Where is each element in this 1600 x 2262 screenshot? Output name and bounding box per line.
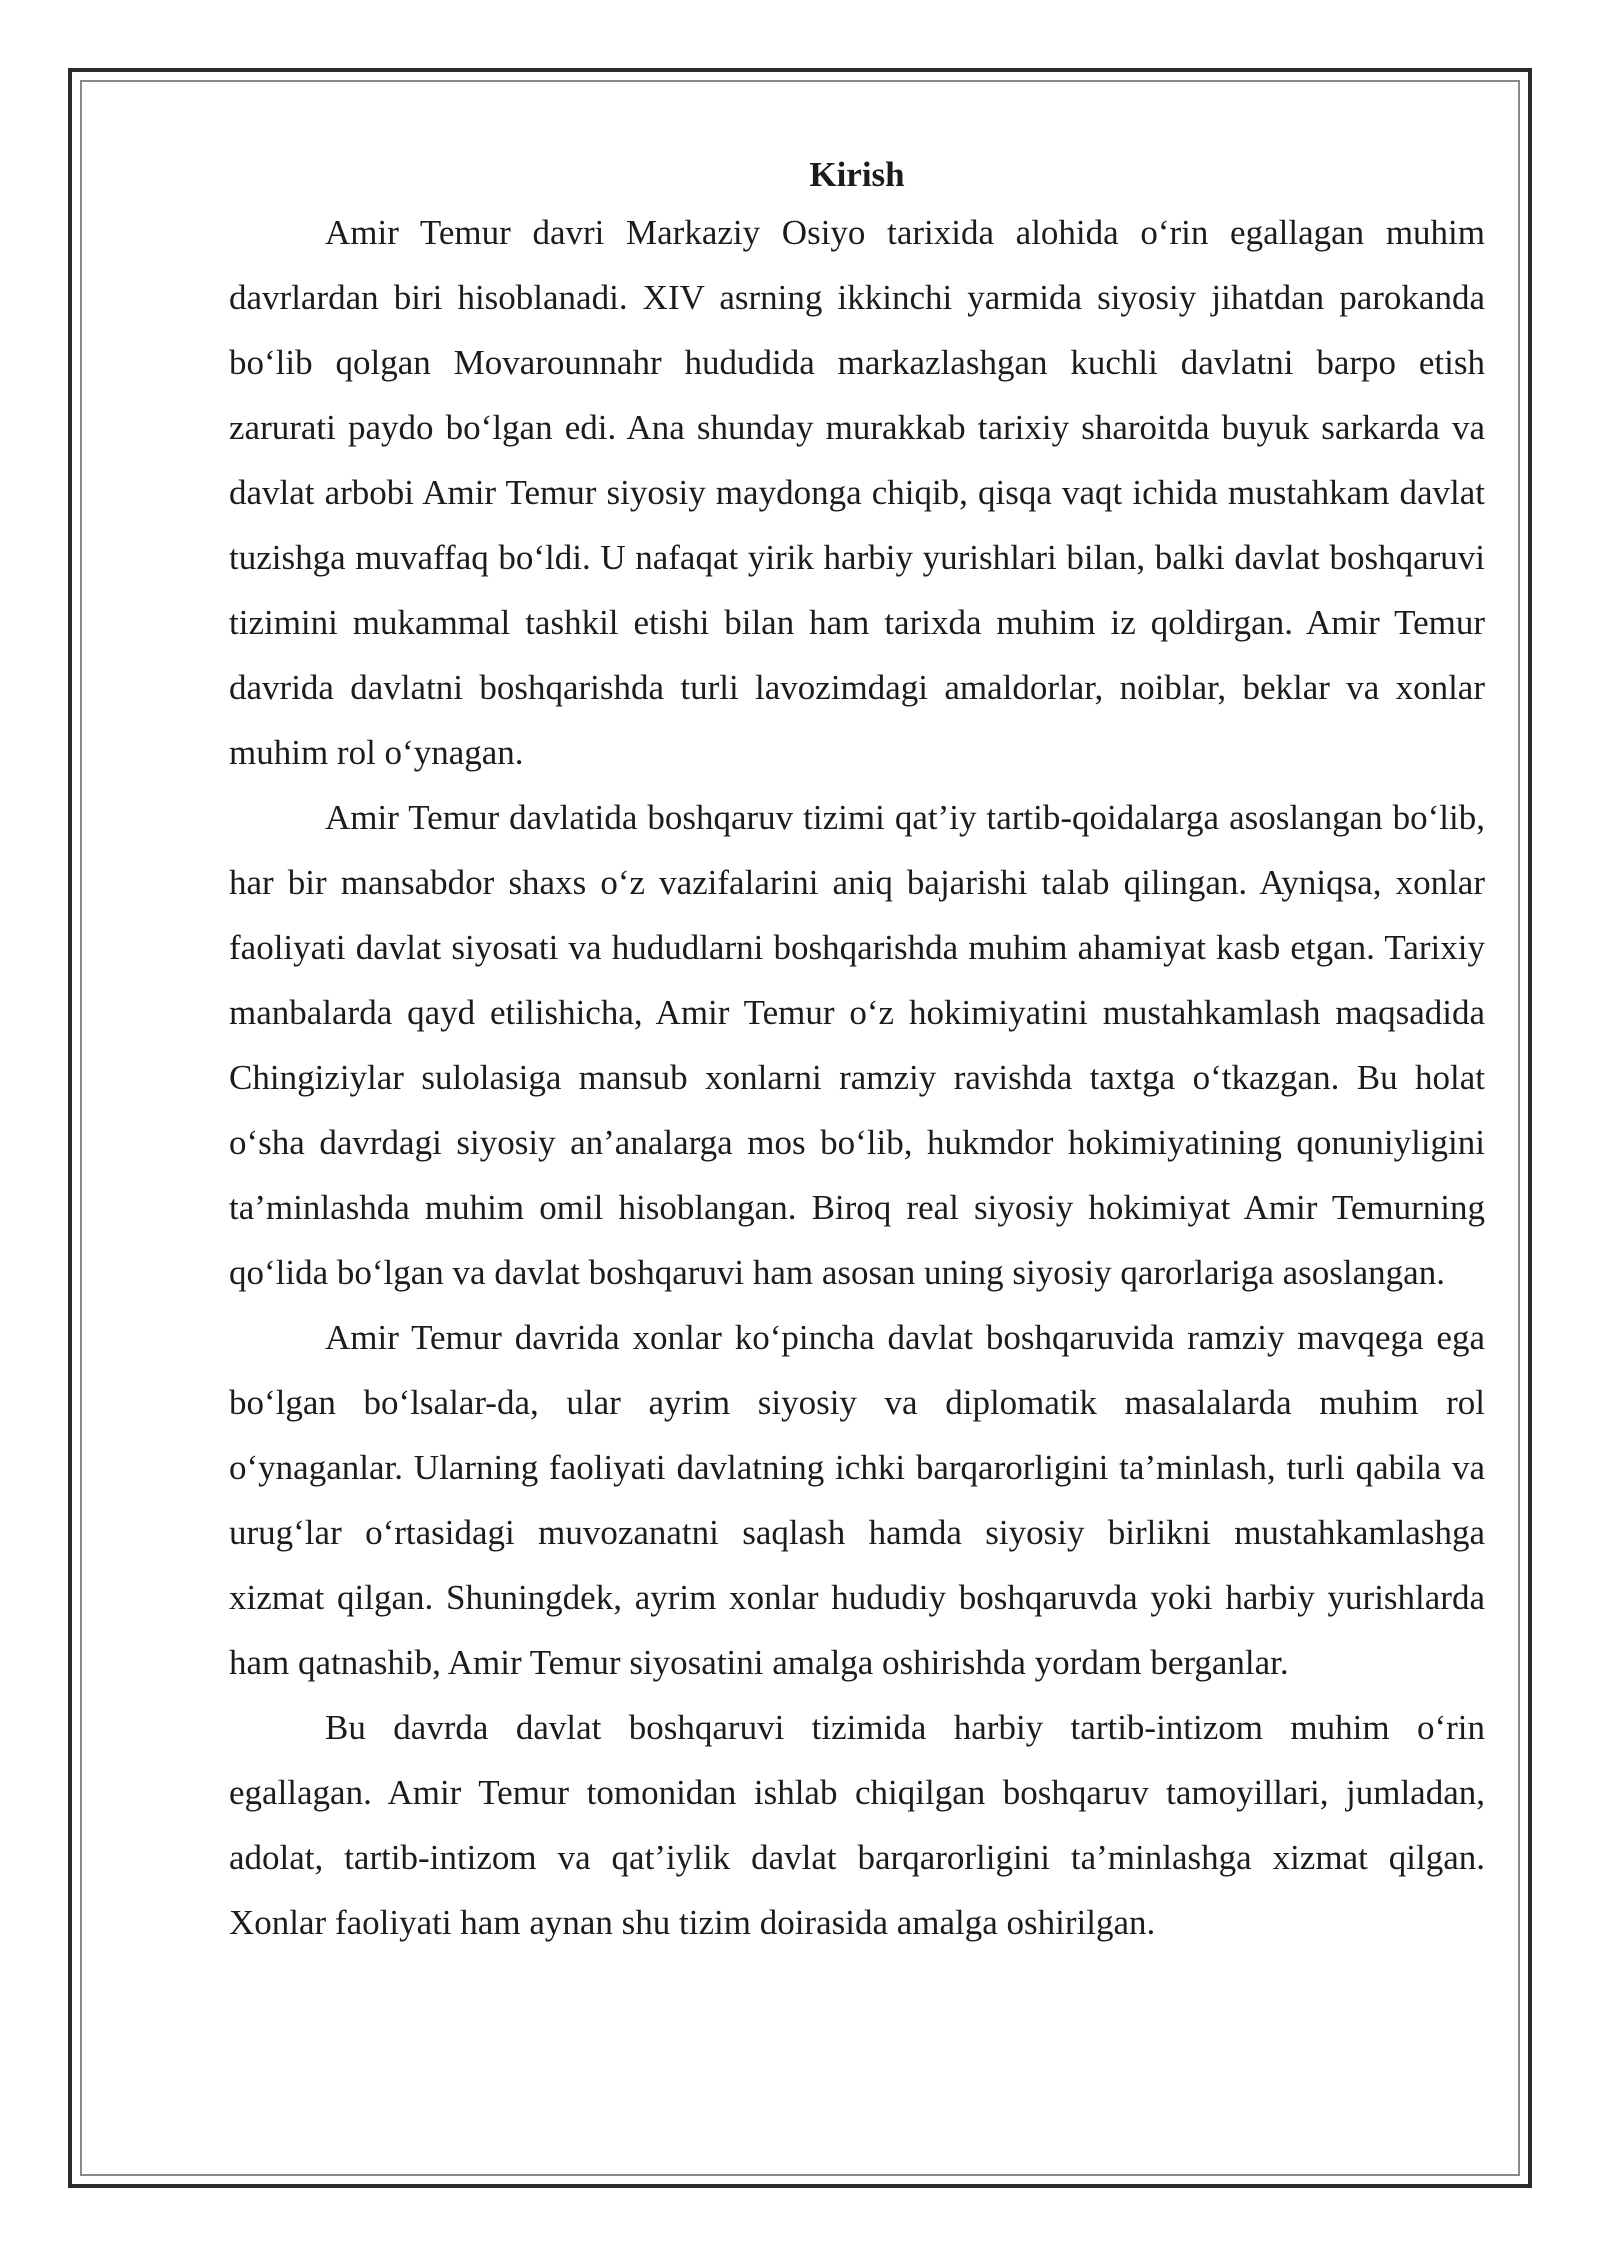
document-title: Kirish [809,155,905,194]
paragraph-2: Amir Temur davlatida boshqaruv tizimi qat’iy tartib-qoidalarga asoslangan bo‘lib, har bir mansabdor shaxs o‘z vazifalarini aniq bajarishi talab qilingan. Ayniqsa, xonlar faoliyati davlat siyosati va hududlarni boshqarishda muhim ahamiyat kasb etgan. Tarixiy manbalarda qayd etilishicha, Amir Temur o‘z hokimiyatini mustahkamlash maqsadida Chingiziylar sulolasiga mansub xonlarni ramziy ravishda taxtga o‘tkazgan. Bu holat o‘sha davrdagi siyosiy an’analarga mos bo‘lib, hukmdor hokimiyatining qonuniyligini ta’minlashda muhim omil hisoblangan. Biroq real siyosiy hokimiyat Amir Temurning qo‘lida bo‘lgan va davlat boshqaruvi ham asosan uning siyosiy qarorlariga asoslangan. [229,798,1485,1292]
paragraph-4: Bu davrda davlat boshqaruvi tizimida harbiy tartib-intizom muhim o‘rin egallagan. Amir Temur tomonidan ishlab chiqilgan boshqaruv tamoyillari, jumladan, adolat, tartib-intizom va qat’iylik davlat barqarorligini ta’minlashga xizmat qilgan. Xonlar faoliyati ham aynan shu tizim doirasida amalga oshirilgan. [229,1708,1485,1942]
document-body [229,150,1485,1955]
paragraph-1: Amir Temur davri Markaziy Osiyo tarixida alohida o‘rin egallagan muhim davrlardan biri hisoblanadi. XIV asrning ikkinchi yarmida siyosiy jihatdan parokanda bo‘lib qolgan Movarounnahr hududida markazlashgan kuchli davlatni barpo etish zarurati paydo bo‘lgan edi. Ana shunday murakkab tarixiy sharoitda buyuk sarkarda va davlat arbobi Amir Temur siyosiy maydonga chiqib, qisqa vaqt ichida mustahkam davlat tuzishga muvaffaq bo‘ldi. U nafaqat yirik harbiy yurishlari bilan, balki davlat boshqaruvi tizimini mukammal tashkil etishi bilan ham tarixda muhim iz qoldirgan. Amir Temur davrida davlatni boshqarishda turli lavozimdagi amaldorlar, noiblar, beklar va xonlar muhim rol o‘ynagan. [229,213,1485,772]
paragraph-3: Amir Temur davrida xonlar ko‘pincha davlat boshqaruvida ramziy mavqega ega bo‘lgan bo‘lsalar-da, ular ayrim siyosiy va diplomatik masalalarda muhim rol o‘ynaganlar. Ularning faoliyati davlatning ichki barqarorligini ta’minlash, turli qabila va urug‘lar o‘rtasidagi muvozanatni saqlash hamda siyosiy birlikni mustahkamlashga xizmat qilgan. Shuningdek, ayrim xonlar hududiy boshqaruvda yoki harbiy yurishlarda ham qatnashib, Amir Temur siyosatini amalga oshirishda yordam berganlar. [229,1318,1485,1682]
